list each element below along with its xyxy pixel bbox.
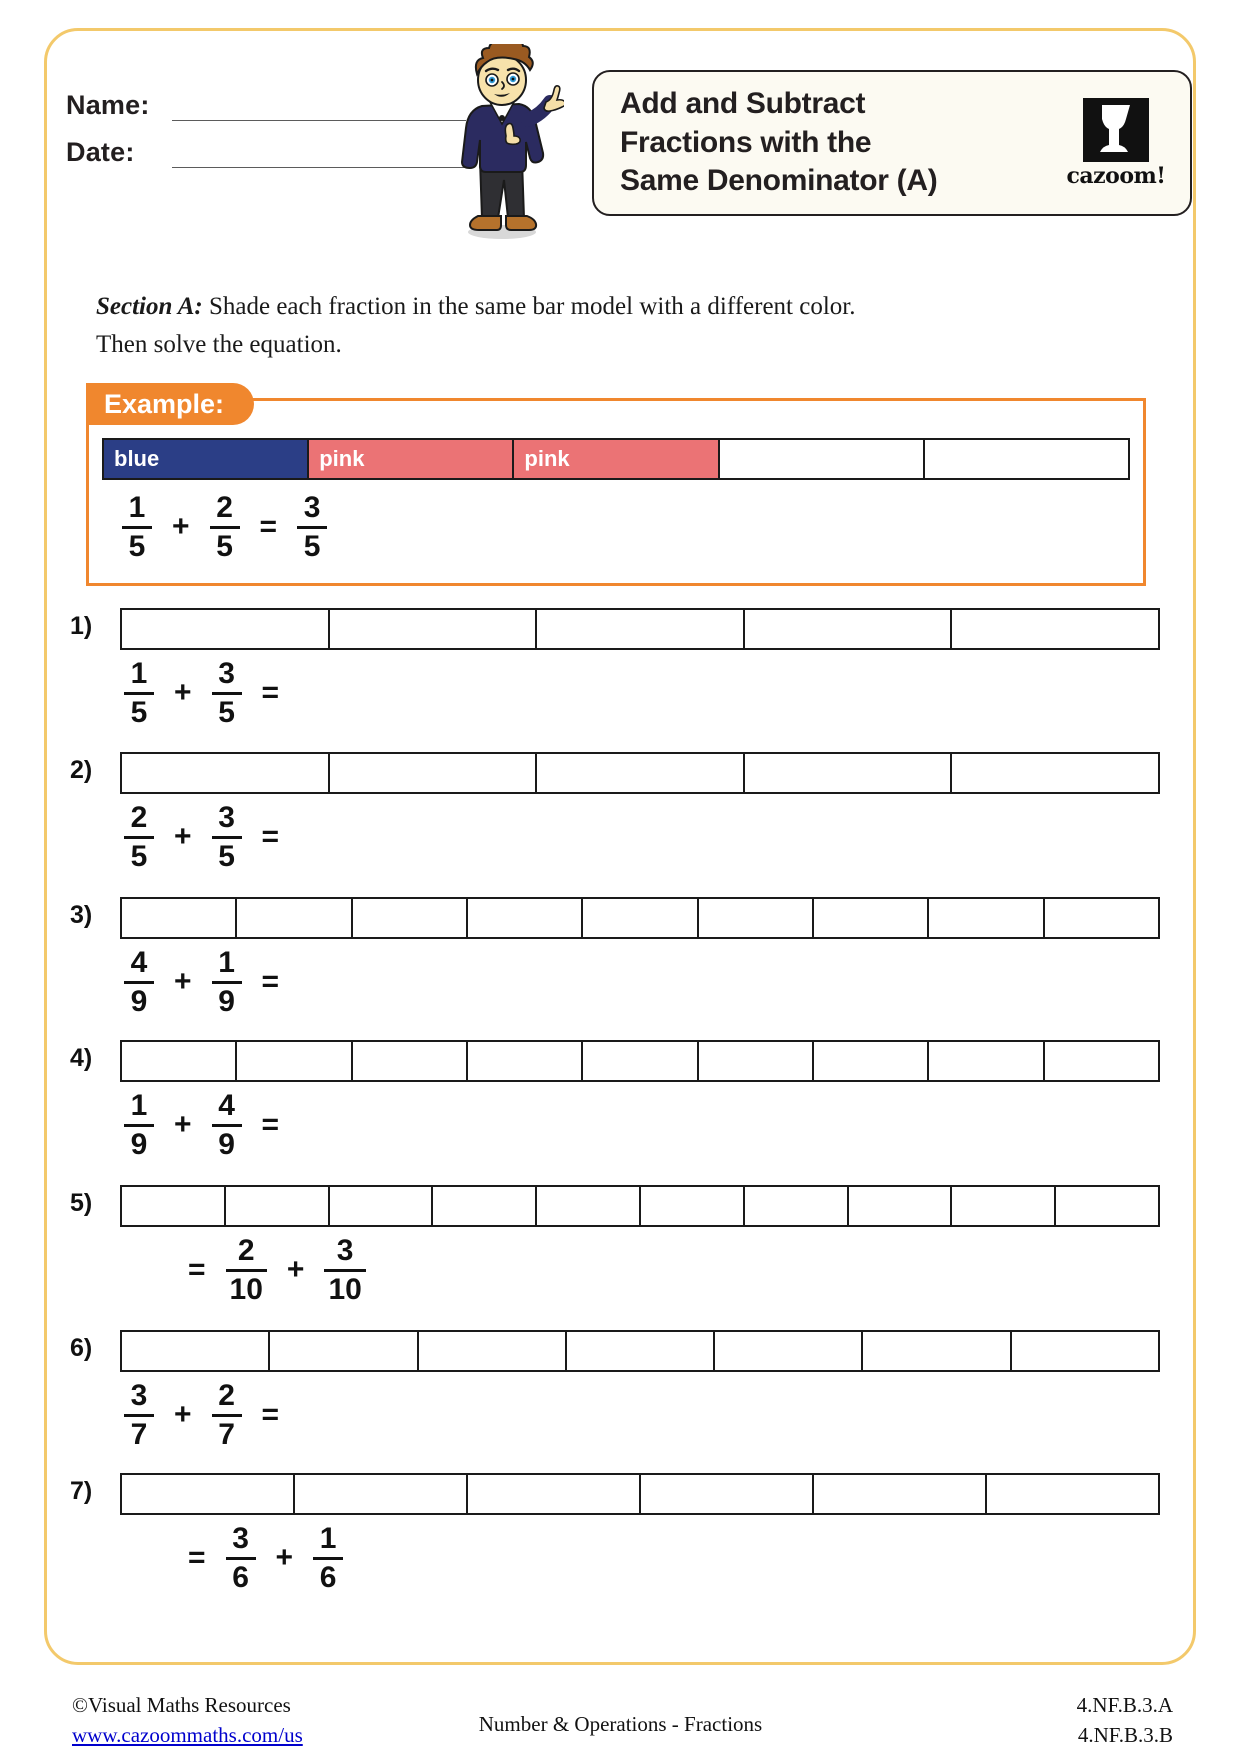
fraction-a-denominator: 6 — [232, 1560, 249, 1594]
fraction-b-denominator: 5 — [218, 839, 235, 873]
bar-cell[interactable] — [122, 1187, 226, 1225]
bar-cell[interactable] — [433, 1187, 537, 1225]
fraction-a-numerator: 1 — [128, 491, 146, 524]
bar-cell[interactable] — [468, 899, 583, 937]
fraction-b — [212, 947, 242, 1017]
bar-cell[interactable] — [122, 899, 237, 937]
bar-cell[interactable] — [122, 1332, 270, 1370]
plus-sign: + — [174, 1108, 192, 1141]
fraction-a-numerator: 4 — [130, 946, 148, 979]
bar-cell[interactable] — [814, 1475, 987, 1513]
bar-cell[interactable] — [641, 1475, 814, 1513]
fraction-b — [212, 1090, 242, 1160]
bar-model[interactable] — [120, 608, 1160, 650]
fraction-b-vinculum — [212, 1414, 242, 1417]
bar-cell[interactable] — [952, 754, 1158, 792]
student-mascot-icon — [444, 44, 564, 240]
bar-model-wrapper — [120, 1473, 1160, 1515]
bar-cell[interactable] — [583, 1042, 698, 1080]
fraction-b — [212, 658, 242, 728]
standard-code-1: 4.NF.B.3.A — [1076, 1693, 1173, 1717]
bar-cell[interactable] — [226, 1187, 330, 1225]
bar-cell[interactable] — [330, 610, 538, 648]
question-equation — [118, 658, 293, 728]
question-number: 5) — [70, 1189, 93, 1217]
bar-cell[interactable] — [353, 1042, 468, 1080]
worksheet-title-box — [592, 70, 1192, 216]
fraction-a-denominator: 10 — [229, 1272, 263, 1306]
fraction-b-numerator: 4 — [218, 1089, 235, 1122]
fraction-a-numerator: 3 — [232, 1522, 249, 1555]
bar-cell[interactable] — [641, 1187, 745, 1225]
goblet-icon — [1094, 103, 1138, 157]
plus-sign: + — [172, 510, 190, 543]
name-date-block — [66, 90, 466, 184]
question-number: 6) — [70, 1334, 93, 1362]
example-bar-model — [102, 438, 1130, 480]
question-equation — [118, 1090, 293, 1160]
question-number: 2) — [70, 756, 93, 784]
bar-cell[interactable] — [537, 1187, 641, 1225]
instructions-line-2: Then solve the equation. — [96, 330, 342, 358]
question-number: 1) — [70, 612, 93, 640]
worksheet-header — [44, 40, 1196, 250]
fraction-b — [324, 1235, 365, 1305]
fraction-b-denominator: 9 — [218, 1127, 235, 1161]
fraction-a-vinculum — [124, 692, 154, 695]
title-line-1: Add and Subtract — [620, 87, 866, 121]
equals-sign: = — [261, 1108, 280, 1141]
fraction-a-vinculum — [124, 1414, 154, 1417]
fraction-a-numerator: 1 — [130, 1089, 148, 1122]
bar-cell[interactable] — [715, 1332, 863, 1370]
name-label: Name: — [66, 90, 150, 120]
bar-cell[interactable] — [745, 754, 953, 792]
bar-cell[interactable] — [419, 1332, 567, 1370]
title-line-3: Same Denominator (A) — [620, 164, 938, 198]
fraction-a — [226, 1523, 256, 1593]
plus-sign: + — [174, 676, 192, 709]
fraction-b-numerator: 2 — [218, 1379, 235, 1412]
fraction-b — [212, 802, 242, 872]
bar-cell[interactable] — [583, 899, 698, 937]
bar-cell[interactable] — [745, 610, 953, 648]
bar-cell[interactable] — [295, 1475, 468, 1513]
bar-cell[interactable] — [237, 899, 352, 937]
plus-sign: + — [174, 1398, 192, 1431]
fraction-b-numerator: 3 — [218, 801, 235, 834]
fraction-b-denominator: 7 — [218, 1417, 235, 1451]
fraction-b-vinculum — [210, 526, 240, 529]
fraction-b-numerator: 2 — [216, 491, 233, 524]
page-title — [594, 85, 1060, 200]
worksheet-footer — [0, 1690, 1241, 1754]
bar-cell[interactable] — [925, 440, 1128, 478]
plus-sign: + — [174, 820, 192, 853]
fraction-a-numerator: 1 — [130, 657, 148, 690]
fraction-a-denominator: 7 — [130, 1417, 148, 1451]
bar-cell[interactable] — [468, 1042, 583, 1080]
bar-cell[interactable] — [952, 1187, 1056, 1225]
bar-model-wrapper — [120, 1185, 1160, 1227]
fraction-a-numerator: 2 — [130, 801, 148, 834]
fraction-a — [124, 802, 154, 872]
fraction-b-numerator: 3 — [218, 657, 235, 690]
example-tab — [86, 383, 254, 425]
fraction-b — [212, 1380, 242, 1450]
example-equation — [116, 492, 333, 562]
fraction-result-numerator: 3 — [303, 491, 321, 524]
bar-cell[interactable]: blue — [104, 440, 309, 478]
fraction-b-vinculum — [212, 981, 242, 984]
question-number: 4) — [70, 1044, 93, 1072]
name-row — [66, 90, 466, 121]
equals-sign: = — [259, 510, 278, 543]
fraction-b-vinculum — [212, 1124, 242, 1127]
fraction-b-numerator: 3 — [336, 1234, 354, 1267]
fraction-a-vinculum — [124, 1124, 154, 1127]
bar-cell[interactable] — [353, 899, 468, 937]
instructions-line-1 — [96, 288, 1116, 326]
plus-sign: + — [286, 1253, 305, 1286]
plus-sign: + — [275, 1541, 294, 1574]
equals-sign: = — [188, 1541, 206, 1574]
bar-cell[interactable] — [122, 610, 330, 648]
fraction-b-numerator: 1 — [319, 1522, 337, 1555]
example-tab-label: Example: — [104, 388, 225, 419]
question-number: 3) — [70, 901, 93, 929]
bar-cell[interactable] — [849, 1187, 953, 1225]
cazoom-logo-mark — [1083, 98, 1149, 162]
fraction-b-vinculum — [212, 836, 242, 839]
question-equation — [118, 947, 293, 1017]
equals-sign: = — [261, 820, 280, 853]
footer-topic: Number & Operations - Fractions — [478, 1712, 763, 1736]
fraction-b-denominator: 6 — [319, 1560, 337, 1594]
fraction-a-denominator: 5 — [130, 839, 148, 873]
bar-cell[interactable] — [330, 754, 538, 792]
bar-model[interactable] — [120, 1185, 1160, 1227]
equals-sign: = — [188, 1253, 206, 1286]
fraction-a-vinculum — [124, 836, 154, 839]
fraction-a-vinculum — [226, 1557, 256, 1560]
bar-cell[interactable] — [814, 899, 929, 937]
bar-cell[interactable] — [567, 1332, 715, 1370]
bar-model[interactable] — [120, 897, 1160, 939]
fraction-b-vinculum — [313, 1557, 343, 1560]
bar-cell[interactable] — [270, 1332, 418, 1370]
bar-cell[interactable] — [814, 1042, 929, 1080]
fraction-a-numerator: 2 — [237, 1234, 255, 1267]
fraction-b-vinculum — [212, 692, 242, 695]
bar-cell[interactable] — [863, 1332, 1011, 1370]
bar-cell[interactable] — [122, 1475, 295, 1513]
bar-cell[interactable] — [468, 1475, 641, 1513]
bar-model-wrapper — [120, 1040, 1160, 1082]
equals-sign: = — [261, 676, 280, 709]
footer-standards — [1077, 1690, 1173, 1751]
fraction-b-denominator: 5 — [216, 529, 233, 563]
bar-cell[interactable] — [929, 1042, 1044, 1080]
cazoom-logo-text: cazoom! — [1066, 162, 1166, 189]
fraction-a-denominator: 5 — [130, 695, 148, 729]
cazoom-logo — [1060, 98, 1172, 189]
bar-cell[interactable] — [1056, 1187, 1158, 1225]
bar-model-wrapper — [120, 897, 1160, 939]
fraction-b-denominator: 5 — [218, 695, 235, 729]
fraction-a — [226, 1235, 267, 1305]
bar-model-wrapper — [120, 752, 1160, 794]
instructions-text-1: Shade each fraction in the same bar model with a different color. — [202, 293, 856, 320]
fraction-a — [122, 492, 152, 562]
bar-cell[interactable] — [1012, 1332, 1158, 1370]
bar-model[interactable] — [120, 1473, 1160, 1515]
bar-model[interactable] — [102, 438, 1130, 480]
standard-code-2: 4.NF.B.3.B — [1077, 1723, 1173, 1748]
name-input-line[interactable] — [172, 96, 466, 121]
footer-website-link[interactable]: www.cazoommaths.com/us — [72, 1723, 303, 1748]
bar-model[interactable] — [120, 752, 1160, 794]
fraction-a-numerator: 3 — [130, 1379, 148, 1412]
bar-model-wrapper — [120, 1330, 1160, 1372]
bar-model[interactable] — [120, 1330, 1160, 1372]
fraction-a-vinculum — [226, 1269, 267, 1272]
plus-sign: + — [174, 965, 192, 998]
bar-cell[interactable] — [745, 1187, 849, 1225]
fraction-b — [210, 492, 240, 562]
fraction-a-vinculum — [124, 981, 154, 984]
bar-cell[interactable]: pink — [514, 440, 719, 478]
date-input-line[interactable] — [172, 143, 466, 168]
fraction-result-vinculum — [297, 526, 327, 529]
bar-model[interactable] — [120, 1040, 1160, 1082]
fraction-a — [124, 1380, 154, 1450]
bar-cell[interactable] — [699, 899, 814, 937]
date-label: Date: — [66, 137, 135, 167]
title-line-2: Fractions with the — [620, 125, 872, 159]
fraction-a-denominator: 9 — [130, 1127, 148, 1161]
fraction-a — [124, 1090, 154, 1160]
bar-cell[interactable] — [537, 754, 745, 792]
bar-cell[interactable] — [720, 440, 925, 478]
fraction-b-numerator: 1 — [218, 946, 235, 979]
fraction-a — [124, 947, 154, 1017]
bar-cell[interactable] — [122, 754, 330, 792]
bar-cell[interactable]: pink — [309, 440, 514, 478]
bar-cell[interactable] — [237, 1042, 352, 1080]
fraction-b-denominator: 10 — [328, 1272, 362, 1306]
fraction-b — [313, 1523, 343, 1593]
footer-copyright: ©Visual Maths Resources — [72, 1693, 291, 1717]
equals-sign: = — [261, 965, 280, 998]
bar-cell[interactable] — [1045, 899, 1158, 937]
bar-cell[interactable] — [929, 899, 1044, 937]
bar-cell[interactable] — [987, 1475, 1158, 1513]
fraction-b-vinculum — [324, 1269, 365, 1272]
question-equation — [118, 1380, 293, 1450]
fraction-a-vinculum — [122, 526, 152, 529]
bar-cell[interactable] — [1045, 1042, 1158, 1080]
question-equation — [174, 1235, 372, 1305]
question-number: 7) — [70, 1477, 93, 1505]
fraction-result-denominator: 5 — [303, 529, 321, 563]
bar-cell[interactable] — [122, 1042, 237, 1080]
fraction-a — [124, 658, 154, 728]
bar-model-wrapper — [120, 608, 1160, 650]
bar-cell[interactable] — [537, 610, 745, 648]
equals-sign: = — [261, 1398, 280, 1431]
bar-cell[interactable] — [699, 1042, 814, 1080]
section-instructions — [96, 288, 1116, 363]
fraction-b-denominator: 9 — [218, 984, 235, 1018]
section-label: Section A: — [96, 293, 203, 320]
fraction-result — [297, 492, 327, 562]
date-row — [66, 137, 466, 168]
bar-cell[interactable] — [330, 1187, 434, 1225]
fraction-a-denominator: 9 — [130, 984, 148, 1018]
question-equation — [174, 1523, 349, 1593]
bar-cell[interactable] — [952, 610, 1158, 648]
fraction-a-denominator: 5 — [128, 529, 146, 563]
question-equation — [118, 802, 293, 872]
